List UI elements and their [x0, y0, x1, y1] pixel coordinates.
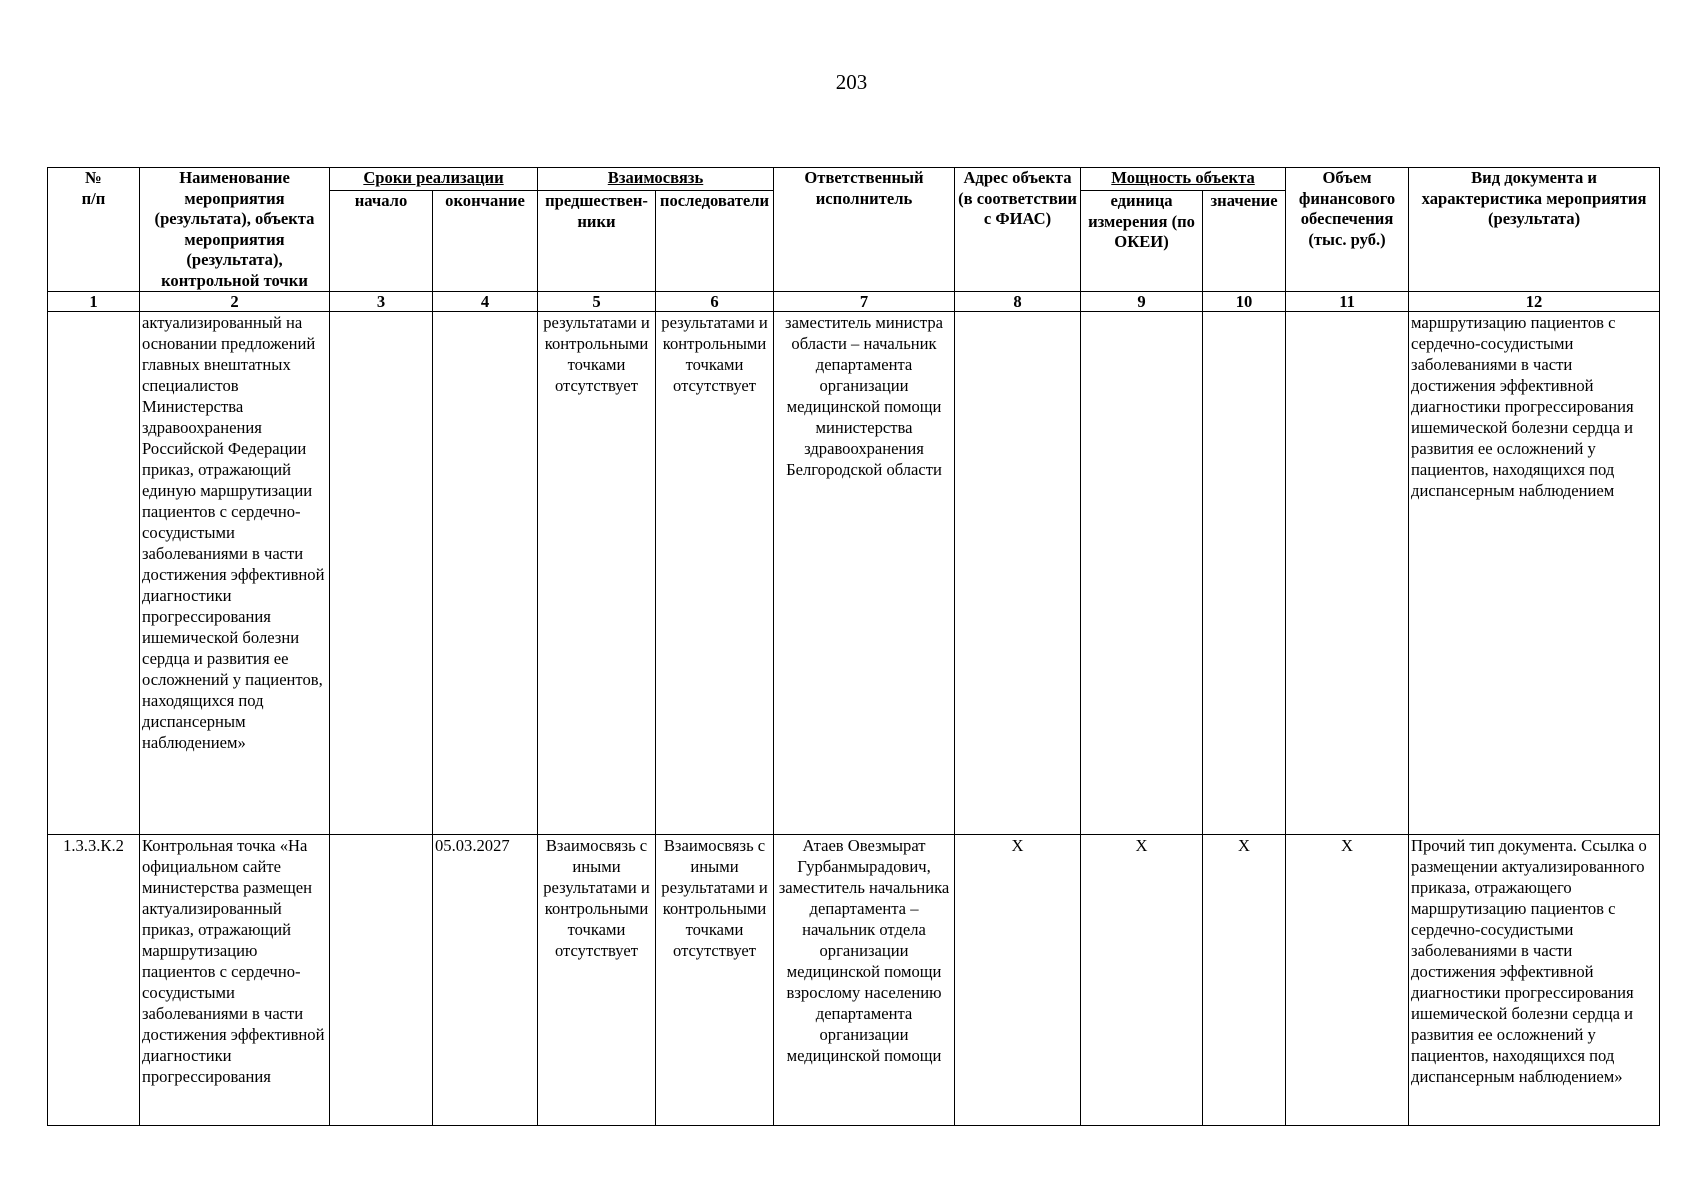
col-number: 8	[955, 292, 1081, 312]
header-link-label: Взаимосвязь	[607, 168, 704, 187]
col-number: 12	[1409, 292, 1660, 312]
table-row	[48, 835, 1660, 1126]
cell-next: Взаимосвязь с иными результатами и контрольными точками отсутствует	[656, 835, 774, 1126]
column-number-row	[48, 292, 1660, 312]
header-power-label: Мощность объекта	[1111, 168, 1255, 187]
header-next: последователи	[656, 191, 774, 292]
cell-value: X	[1203, 835, 1286, 1126]
cell-doc: Прочий тип документа. Ссылка о размещении актуализированного приказа, отражающего маршрутизацию пациентов с сердечно-сосудистыми заболеваниями в части достижения эффективной диагностики прогрессирования ишемической болезни сердца и развития ее осложнений у пациентов, находящихся под диспансерным наблюдением»	[1409, 835, 1660, 1126]
col-number: 4	[433, 292, 538, 312]
header-power	[1081, 168, 1286, 191]
header-start: начало	[330, 191, 433, 292]
cell-addr: X	[955, 835, 1081, 1126]
col-number: 3	[330, 292, 433, 312]
cell-unit: X	[1081, 835, 1203, 1126]
cell-name: актуализированный на основании предложений главных внештатных специалистов Министерства здравоохранения Российской Федерации приказ, отражающий единую маршрутизации пациентов с сердечно-сосудистыми заболеваниями в части достижения эффективной диагностики прогрессирования ишемической болезни сердца и развития ее осложнений у пациентов, находящихся под диспансерным наблюдением»	[140, 312, 330, 835]
cell-end: 05.03.2027	[433, 835, 538, 1126]
header-num: № п/п	[48, 168, 140, 292]
col-number: 5	[538, 292, 656, 312]
cell-prev: результатами и контрольными точками отсутствует	[538, 312, 656, 835]
header-end: окончание	[433, 191, 538, 292]
header-volume: Объем финансового обеспечения (тыс. руб.)	[1286, 168, 1409, 292]
header-link	[538, 168, 774, 191]
col-number: 6	[656, 292, 774, 312]
header-terms	[330, 168, 538, 191]
cell-next: результатами и контрольными точками отсутствует	[656, 312, 774, 835]
cell-num	[48, 312, 140, 835]
col-number: 7	[774, 292, 955, 312]
cell-resp: заместитель министра области – начальник департамента организации медицинской помощи министерства здравоохранения Белгородской области	[774, 312, 955, 835]
cell-doc: маршрутизацию пациентов с сердечно-сосудистыми заболеваниями в части достижения эффективной диагностики прогрессирования ишемической болезни сердца и развития ее осложнений у пациентов, находящихся под диспансерным наблюдением	[1409, 312, 1660, 835]
header-row-1	[48, 168, 1660, 191]
cell-start	[330, 312, 433, 835]
cell-start	[330, 835, 433, 1126]
cell-resp: Атаев Овезмырат Гурбанмырадович, заместитель начальника департамента – начальник отдела организации медицинской помощи взрослому населению департамента организации медицинской помощи	[774, 835, 955, 1126]
table-row	[48, 312, 1660, 835]
header-name: Наименование мероприятия (результата), объекта мероприятия (результата), контрольной точки	[140, 168, 330, 292]
col-number: 9	[1081, 292, 1203, 312]
cell-prev: Взаимосвязь с иными результатами и контрольными точками отсутствует	[538, 835, 656, 1126]
header-addr: Адрес объекта (в соответствии с ФИАС)	[955, 168, 1081, 292]
header-doc: Вид документа и характеристика мероприятия (результата)	[1409, 168, 1660, 292]
cell-end	[433, 312, 538, 835]
header-terms-label: Сроки реализации	[363, 168, 504, 187]
cell-num: 1.3.3.К.2	[48, 835, 140, 1126]
col-number: 1	[48, 292, 140, 312]
col-number: 11	[1286, 292, 1409, 312]
col-number: 10	[1203, 292, 1286, 312]
header-prev: предшественники	[538, 191, 656, 292]
header-unit: единица измерения (по ОКЕИ)	[1081, 191, 1203, 292]
cell-name: Контрольная точка «На официальном сайте министерства размещен актуализированный приказ, отражающий маршрутизацию пациентов с сердечно-сосудистыми заболеваниями в части достижения эффективной диагностики прогрессирования	[140, 835, 330, 1126]
cell-unit	[1081, 312, 1203, 835]
page-number: 203	[835, 70, 868, 94]
header-resp: Ответственный исполнитель	[774, 168, 955, 292]
cell-volume	[1286, 312, 1409, 835]
cell-volume: X	[1286, 835, 1409, 1126]
cell-value	[1203, 312, 1286, 835]
cell-addr	[955, 312, 1081, 835]
header-value: значение	[1203, 191, 1286, 292]
activities-table	[47, 167, 1660, 1126]
col-number: 2	[140, 292, 330, 312]
